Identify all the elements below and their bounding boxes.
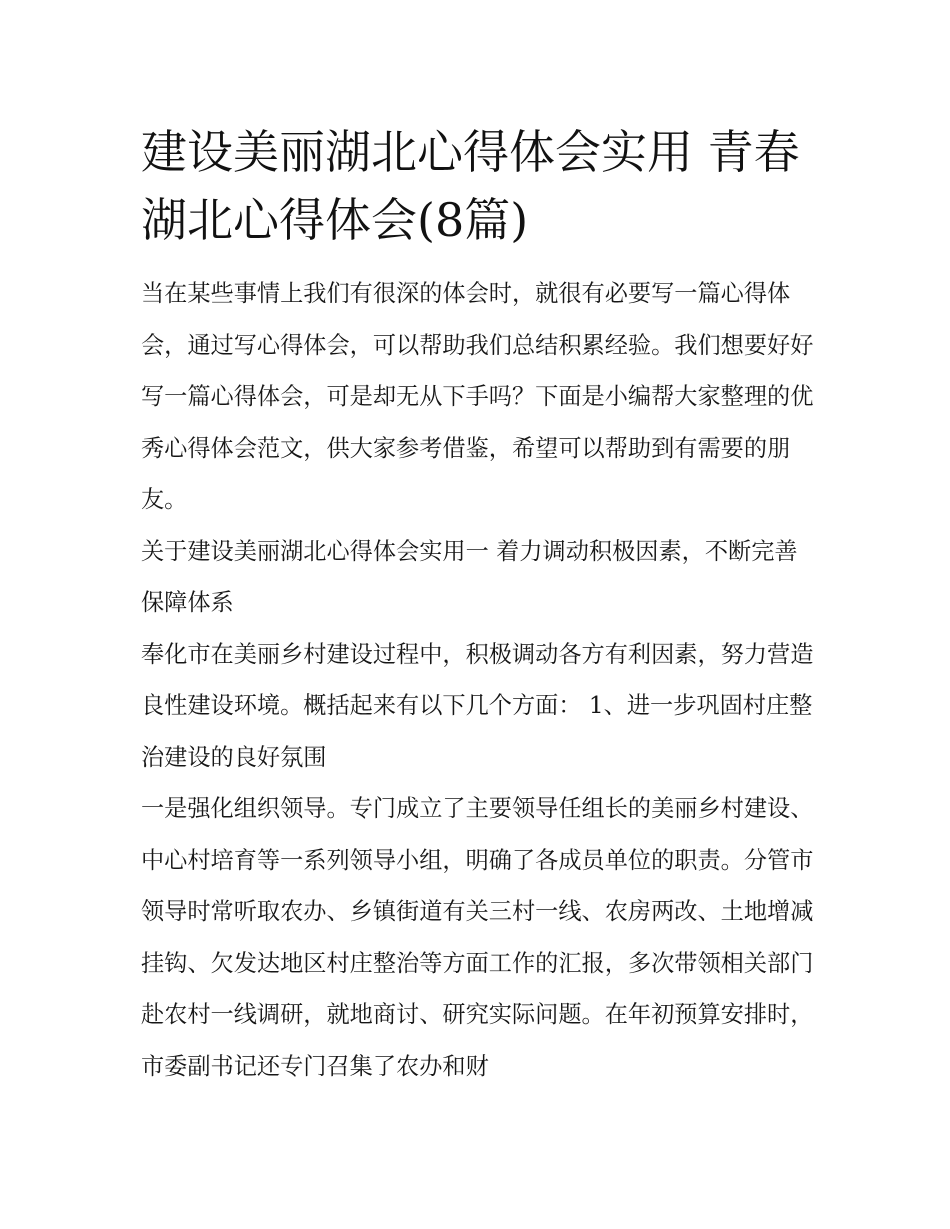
document-title: 建设美丽湖北心得体会实用 青春湖北心得体会(8篇) (141, 125, 800, 247)
body-paragraph: 奉化市在美丽乡村建设过程中，积极调动各方有利因素，努力营造良性建设环境。概括起来有以下几个方面： 1、进一步巩固村庄整治建设的良好氛围 (141, 640, 814, 771)
body-paragraph: 一是强化组织领导。专门成立了主要领导任组长的美丽乡村建设、中心村培育等一系列领导小组，明确了各成员单位的职责。分管市领导时常听取农办、乡镇街道有关三村一线、农房两改、土地增减挂钩、欠发达地区村庄整治等方面工作的汇报，多次带领相关部门赴农村一线调研，就地商讨、研究实际问题。在年初预算安排时，市委副书记还专门召集了农办和财 (141, 795, 814, 1080)
section-heading: 关于建设美丽湖北心得体会实用一 着力调动积极因素，不断完善保障体系 (141, 537, 798, 616)
intro-paragraph: 当在某些事情上我们有很深的体会时，就很有必要写一篇心得体会，通过写心得体会，可以帮助我们总结积累经验。我们想要好好写一篇心得体会，可是却无从下手吗？下面是小编帮大家整理的优秀心得体会范文，供大家参考借鉴，希望可以帮助到有需要的朋友。 (141, 280, 814, 513)
document-body (141, 118, 816, 1092)
